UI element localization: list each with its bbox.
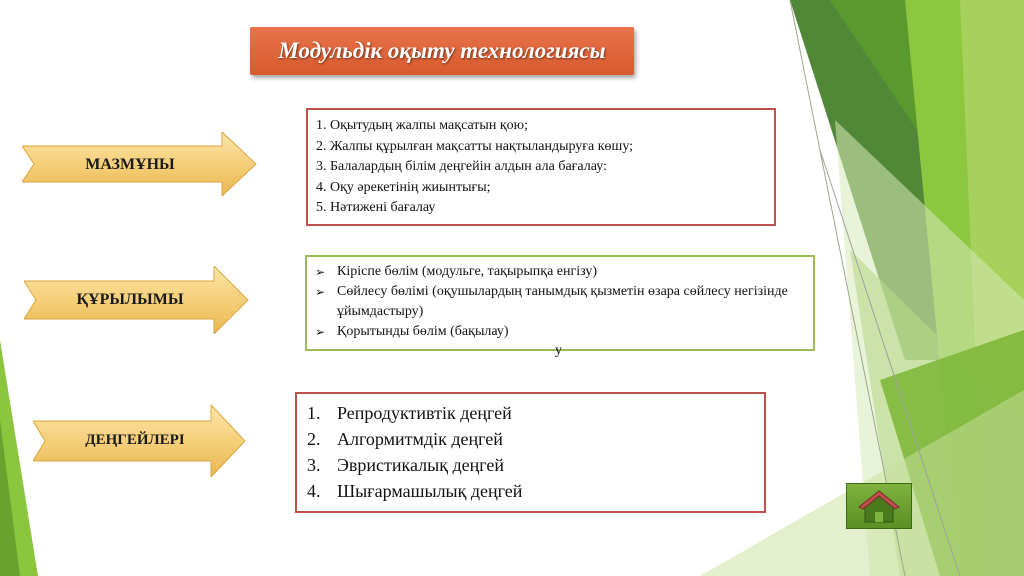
stray-character: у — [555, 343, 562, 358]
slide-title: Модульдік оқыту технологиясы — [278, 38, 606, 63]
content-list-item: 4. Оқу әрекетінің жиынтығы; — [316, 179, 491, 195]
content-list-item: 5. Нәтижені бағалау — [316, 200, 436, 215]
section-label-structure: ҚҰРЫЛЫМЫ — [76, 291, 184, 308]
levels-list-item: 2. Алгормитмдік деңгей — [307, 429, 503, 449]
arrow-bullet-icon: ➢ — [315, 265, 326, 279]
levels-list-item: 1. Репродуктивтік деңгей — [307, 403, 512, 423]
home-icon — [847, 484, 911, 528]
levels-list-item: 3. Эвристикалық деңгей — [307, 455, 504, 475]
levels-list-item: 4. Шығармашылық деңгей — [307, 481, 523, 501]
section-label-content: МАЗМҰНЫ — [85, 156, 175, 173]
content-list-item: 1. Оқытудың жалпы мақсатын қою; — [316, 118, 528, 133]
content-list-item: 2. Жалпы құрылған мақсатты нақтыландыруға көшу; — [316, 138, 634, 154]
structure-list-item: ➢ Кіріспе бөлім (модульге, тақырыпқа енгізу) — [315, 262, 805, 282]
arrow-bullet-icon: ➢ — [315, 325, 326, 339]
structure-list-item: ➢ Сөйлесу бөлімі (оқушылардың танымдық қызметін өзара сөйлесу негізінде ұйымдастыру) — [315, 284, 788, 319]
content-list-box — [306, 108, 776, 226]
slide-title-banner — [250, 27, 634, 75]
structure-list-item: ➢ Қорытынды бөлім (бақылау) — [315, 322, 805, 342]
levels-list-box — [295, 392, 766, 513]
section-label-levels: ДЕҢГЕЙЛЕРІ — [85, 432, 185, 448]
home-button[interactable] — [846, 483, 912, 529]
structure-list-box — [305, 255, 815, 351]
content-list-item: 3. Балалардың білім деңгейін алдын ала бағалау: — [316, 159, 607, 174]
arrow-bullet-icon: ➢ — [315, 285, 326, 299]
